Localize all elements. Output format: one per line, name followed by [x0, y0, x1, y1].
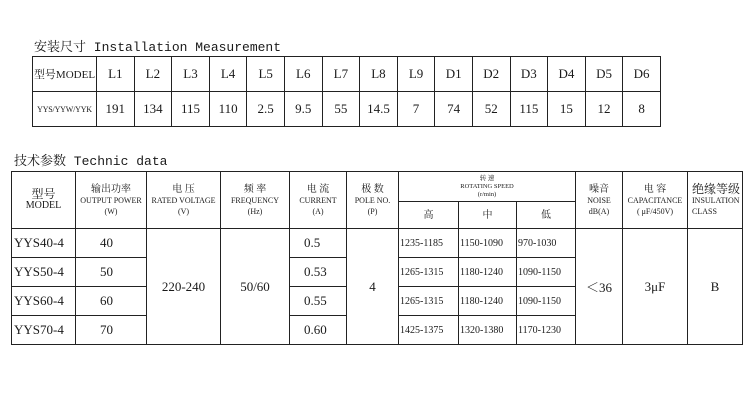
model-cell: YYS70-4 [12, 316, 76, 345]
model-cell: YYS60-4 [12, 287, 76, 316]
dim-value-d5: 12 [585, 92, 623, 127]
model-cell: YYS50-4 [12, 258, 76, 287]
installation-header-row [33, 57, 661, 92]
power-header-en: OUTPUT POWER [80, 195, 142, 205]
dim-value-l1: 191 [97, 92, 135, 127]
current-header-en: CURRENT [299, 195, 337, 205]
pole-cell: 4 [347, 229, 399, 345]
dim-value-d4: 15 [548, 92, 586, 127]
dim-header-d4: D4 [548, 57, 586, 92]
noise-cell: ＜36 [576, 229, 623, 345]
speed-header-en: ROTATING SPEED [460, 182, 514, 190]
speed-high-header: 高 [399, 202, 459, 229]
model-series-cell: YYS/YYW/YYK [33, 92, 97, 127]
speed-mid-cell: 1180-1240 [459, 287, 517, 316]
dim-header-l7: L7 [322, 57, 360, 92]
pole-header [347, 172, 399, 229]
dim-header-l4: L4 [209, 57, 247, 92]
current-header-cn: 电 流 [306, 183, 330, 195]
speed-header-cn: 转 速 [479, 174, 495, 182]
dim-value-l8: 14.5 [360, 92, 398, 127]
capacitance-header [623, 172, 688, 229]
tech-header-row-1 [12, 172, 743, 202]
dim-header-l9: L9 [397, 57, 435, 92]
pole-header-en: POLE NO. [354, 195, 391, 205]
current-cell: 0.53 [290, 258, 347, 287]
speed-high-cell: 1425-1375 [399, 316, 459, 345]
dim-header-l1: L1 [97, 57, 135, 92]
model-header-cn: 型号 [31, 187, 56, 201]
noise-header-en: NOISE [587, 195, 611, 205]
dim-header-d6: D6 [623, 57, 661, 92]
dim-value-d2: 52 [472, 92, 510, 127]
current-header [290, 172, 347, 229]
noise-header [576, 172, 623, 229]
speed-header-unit: (r/min) [477, 190, 497, 198]
speed-mid-cell: 1320-1380 [459, 316, 517, 345]
dim-value-l4: 110 [209, 92, 247, 127]
speed-low-cell: 1170-1230 [517, 316, 576, 345]
insulation-header-cn: 绝缘等级 [692, 181, 741, 196]
dim-value-l3: 115 [172, 92, 210, 127]
installation-value-row [33, 92, 661, 127]
voltage-header-en: RATED VOLTAGE [151, 195, 216, 205]
installation-title: 安装尺寸 Installation Measurement [34, 40, 282, 55]
technic-table [11, 171, 743, 345]
technic-title: 技术参数 Technic data [14, 154, 168, 169]
dim-header-l5: L5 [247, 57, 285, 92]
model-header [12, 172, 76, 229]
power-cell: 50 [76, 258, 147, 287]
pole-header-cn: 极 数 [361, 183, 384, 195]
voltage-header [147, 172, 221, 229]
speed-header [399, 172, 576, 202]
power-cell: 70 [76, 316, 147, 345]
noise-header-unit: dB(A) [588, 206, 610, 216]
dim-value-d1: 74 [435, 92, 473, 127]
speed-mid-cell: 1180-1240 [459, 258, 517, 287]
current-header-unit: (A) [312, 206, 324, 216]
model-cell: YYS40-4 [12, 229, 76, 258]
frequency-header [221, 172, 290, 229]
dim-value-d3: 115 [510, 92, 548, 127]
dim-value-l9: 7 [397, 92, 435, 127]
insulation-header-en1: INSULATION [692, 195, 740, 205]
dim-value-l2: 134 [134, 92, 172, 127]
frequency-header-en: FREQUENCY [230, 195, 279, 205]
current-cell: 0.5 [290, 229, 347, 258]
speed-mid-header: 中 [459, 202, 517, 229]
speed-low-cell: 970-1030 [517, 229, 576, 258]
frequency-header-cn: 频 率 [243, 183, 267, 195]
capacitance-header-en: CAPACITANCE [627, 195, 683, 205]
dim-value-l6: 9.5 [284, 92, 322, 127]
voltage-header-cn: 电 压 [172, 183, 195, 195]
speed-low-cell: 1090-1150 [517, 258, 576, 287]
power-header-unit: (W) [104, 206, 118, 216]
dim-header-d1: D1 [435, 57, 473, 92]
insulation-header [688, 172, 743, 229]
installation-table [32, 56, 661, 127]
power-header-cn: 输出功率 [91, 183, 131, 195]
power-cell: 60 [76, 287, 147, 316]
pole-header-unit: (P) [367, 206, 378, 216]
frequency-cell: 50/60 [221, 229, 290, 345]
noise-header-cn: 噪音 [589, 183, 609, 195]
speed-mid-cell: 1150-1090 [459, 229, 517, 258]
dim-header-d2: D2 [472, 57, 510, 92]
speed-high-cell: 1265-1315 [399, 287, 459, 316]
model-header-en: MODEL [25, 200, 62, 211]
current-cell: 0.55 [290, 287, 347, 316]
table-row [12, 229, 743, 258]
dim-header-l8: L8 [360, 57, 398, 92]
insulation-header-en2: CLASS [692, 206, 717, 216]
current-cell: 0.60 [290, 316, 347, 345]
speed-high-cell: 1265-1315 [399, 258, 459, 287]
model-header-cell: 型号MODEL [33, 57, 97, 92]
frequency-header-unit: (Hz) [247, 206, 263, 216]
speed-high-cell: 1235-1185 [399, 229, 459, 258]
dim-value-d6: 8 [623, 92, 661, 127]
capacitance-cell: 3μF [623, 229, 688, 345]
dim-header-l2: L2 [134, 57, 172, 92]
speed-low-cell: 1090-1150 [517, 287, 576, 316]
power-cell: 40 [76, 229, 147, 258]
dim-header-d5: D5 [585, 57, 623, 92]
capacitance-header-unit: ( μF/450V) [636, 206, 674, 216]
dim-header-l6: L6 [284, 57, 322, 92]
capacitance-header-cn: 电 容 [643, 183, 667, 195]
dim-value-l7: 55 [322, 92, 360, 127]
power-header [76, 172, 147, 229]
speed-low-header: 低 [517, 202, 576, 229]
voltage-cell: 220-240 [147, 229, 221, 345]
dim-value-l5: 2.5 [247, 92, 285, 127]
dim-header-l3: L3 [172, 57, 210, 92]
voltage-header-unit: (V) [177, 206, 190, 216]
insulation-cell: B [688, 229, 743, 345]
dim-header-d3: D3 [510, 57, 548, 92]
